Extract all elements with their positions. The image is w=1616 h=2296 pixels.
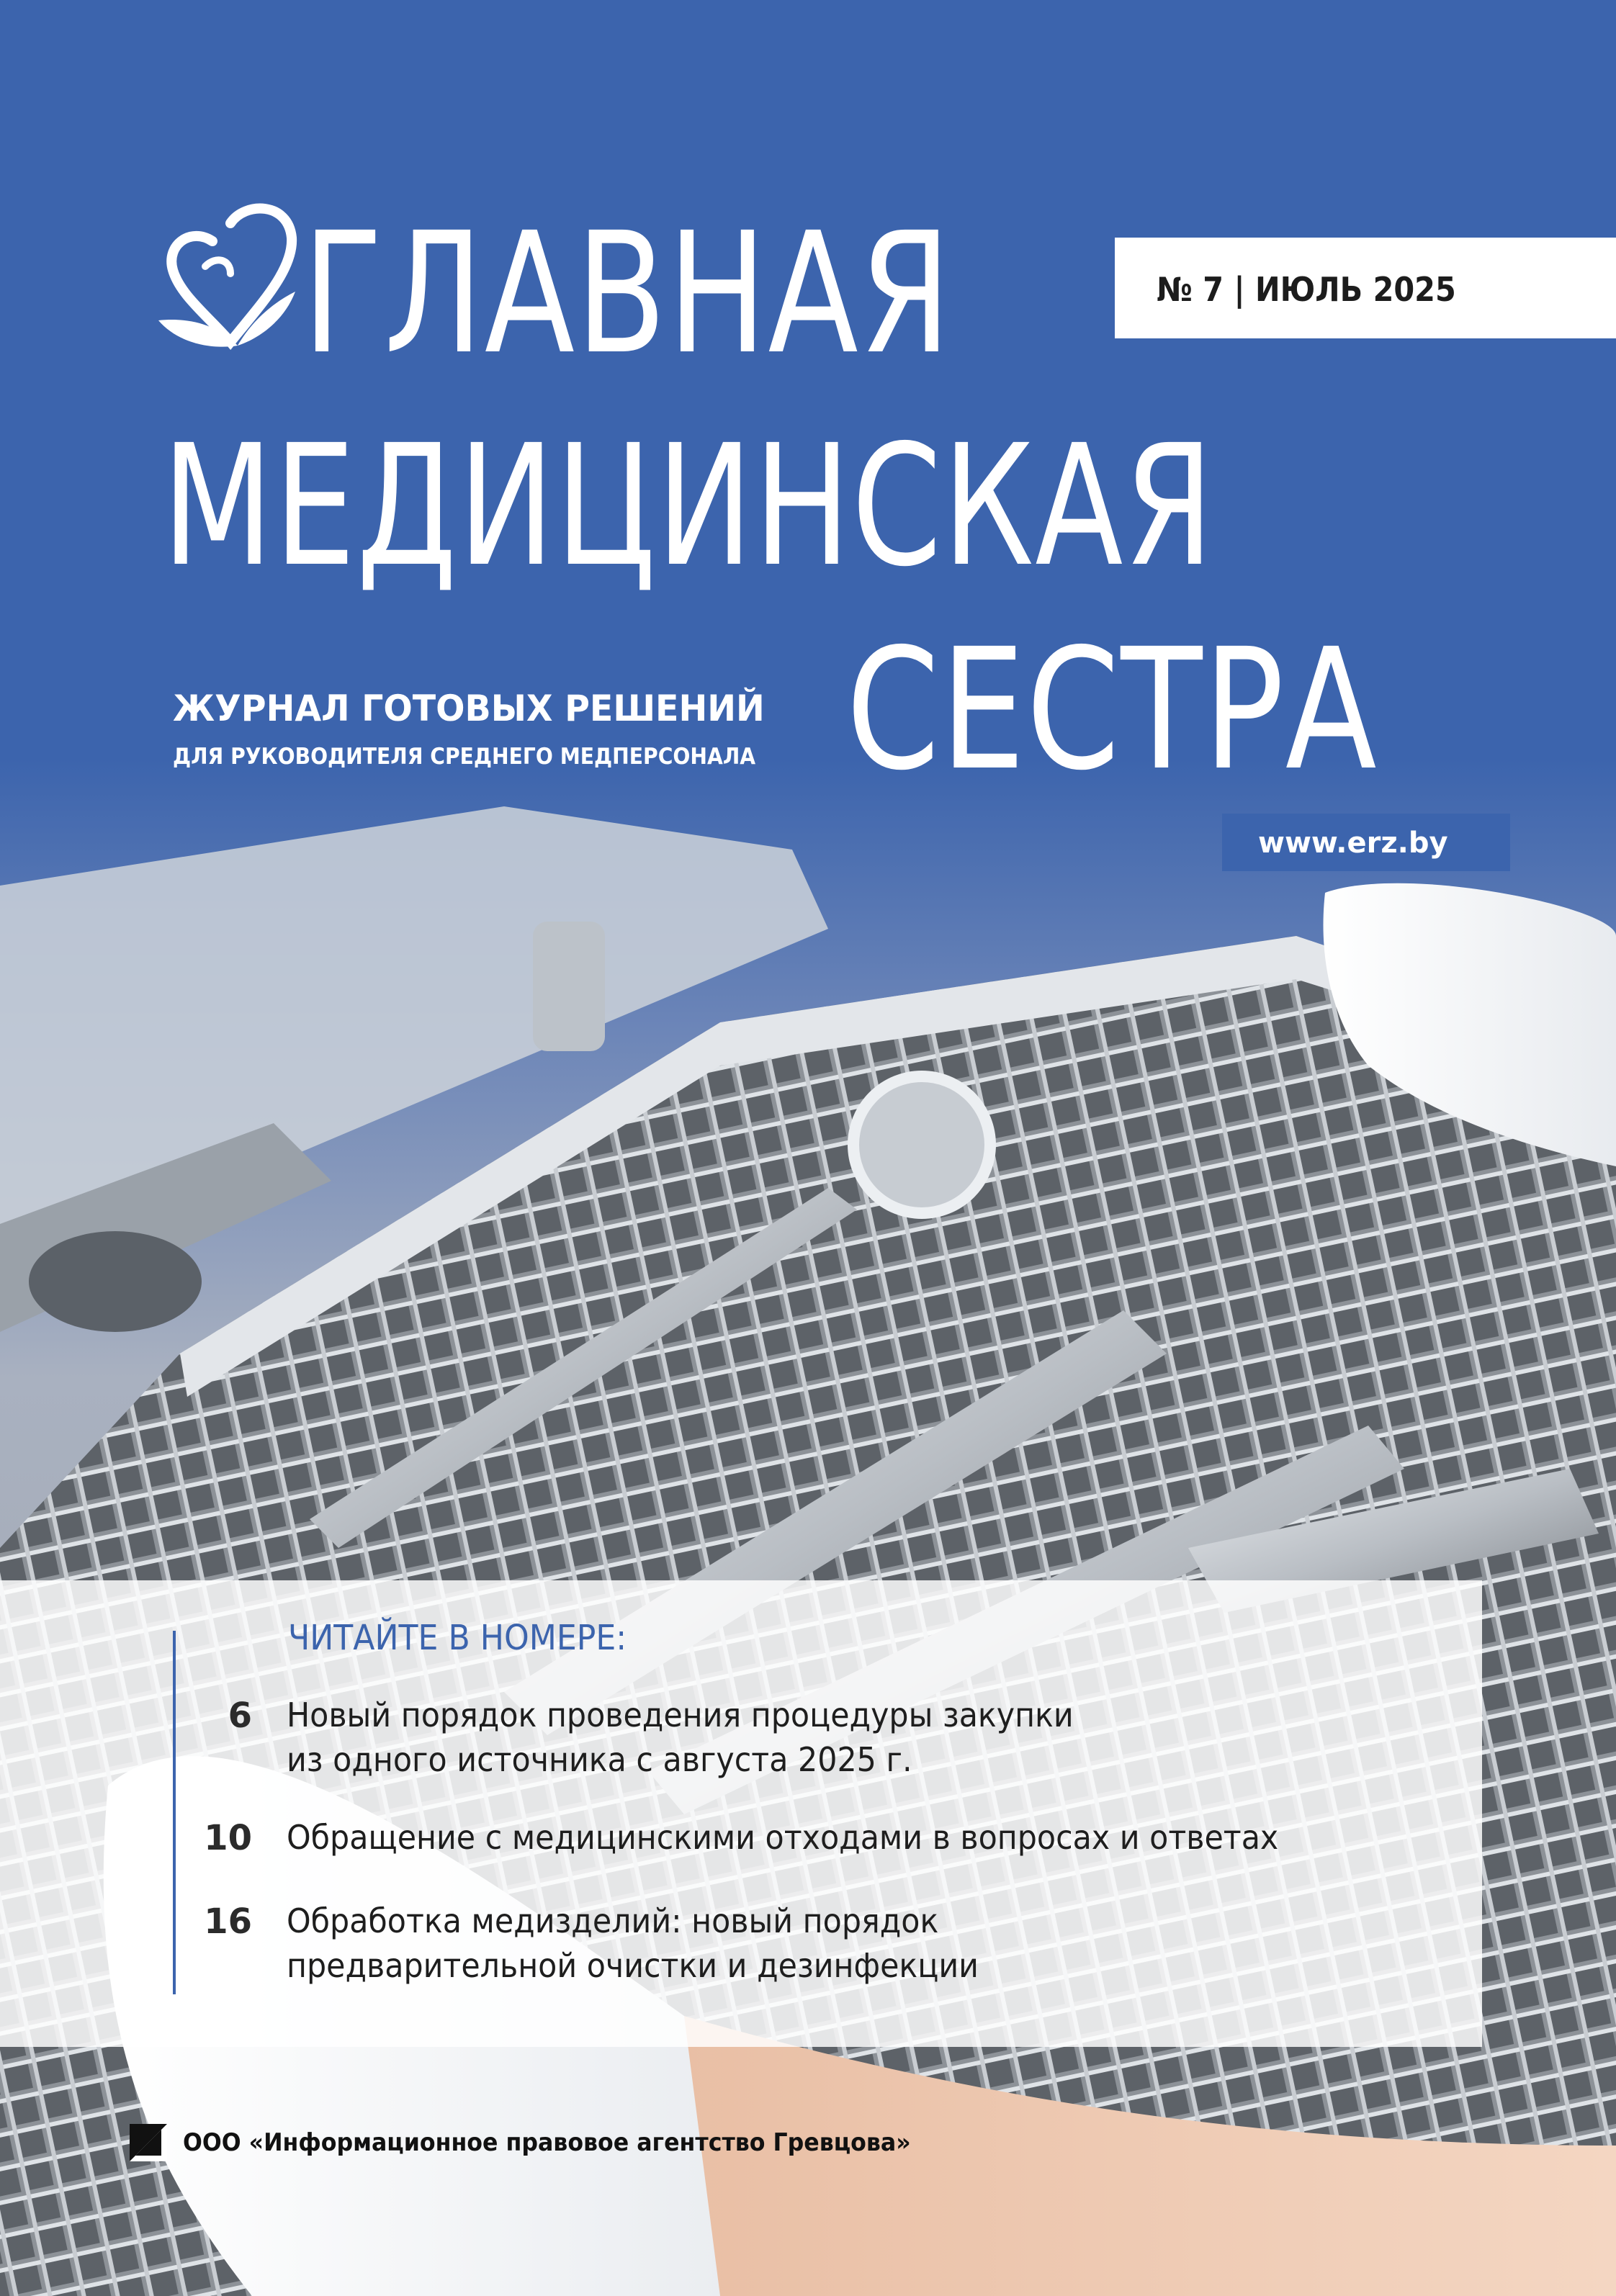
contents-item-title[interactable]: Новый порядок проведения процедуры закупки: [287, 1696, 1074, 1734]
heart-hands-logo-icon: [151, 198, 306, 356]
issue-badge: [1115, 238, 1616, 338]
contents-item-page: 6: [228, 1696, 252, 1736]
contents-heading: ЧИТАЙТЕ В НОМЕРЕ:: [288, 1618, 627, 1658]
contents-panel: [0, 1580, 1482, 2047]
contents-item-title-cont[interactable]: предварительной очистки и дезинфекции: [287, 1946, 979, 1985]
contents-item-page: 16: [204, 1901, 252, 1942]
publisher-logo-icon: [130, 2124, 167, 2161]
journal-audience: ДЛЯ РУКОВОДИТЕЛЯ СРЕДНЕГО МЕДПЕРСОНАЛА: [173, 744, 756, 770]
contents-item-title[interactable]: Обработка медизделий: новый порядок: [287, 1901, 939, 1940]
contents-item-page: 10: [204, 1818, 252, 1858]
contents-item-title-cont[interactable]: из одного источника с августа 2025 г.: [287, 1740, 912, 1779]
issue-number: № 7 | ИЮЛЬ 2025: [1157, 270, 1456, 309]
journal-subtitle: ЖУРНАЛ ГОТОВЫХ РЕШЕНИЙ: [173, 688, 765, 729]
title-line-2: МЕДИЦИНСКАЯ: [162, 409, 1215, 603]
title-line-1: ГЛАВНАЯ: [302, 197, 953, 391]
website-badge: [1222, 814, 1510, 871]
publisher-name: ООО «Информационное правовое агентство Гревцова»: [183, 2128, 911, 2157]
title-line-3: СЕСТРА: [846, 613, 1378, 807]
website-url[interactable]: www.erz.by: [1258, 827, 1448, 860]
contents-item-title[interactable]: Обращение с медицинскими отходами в вопросах и ответах: [287, 1818, 1279, 1857]
